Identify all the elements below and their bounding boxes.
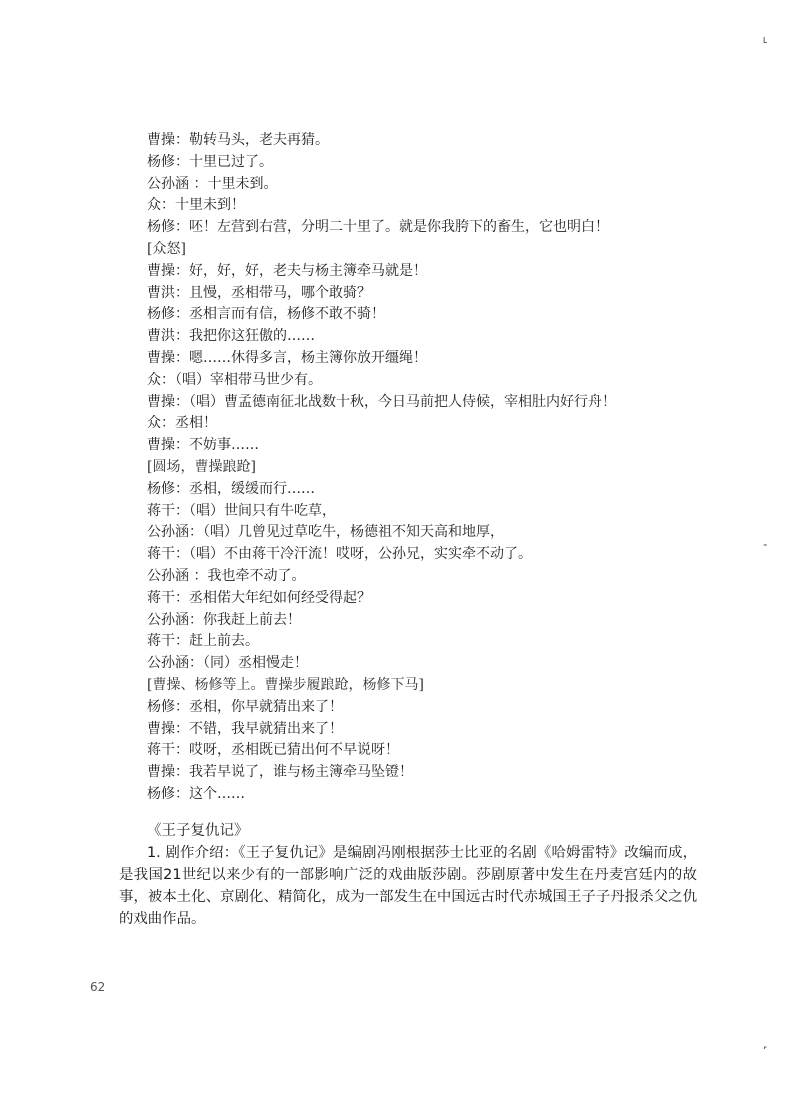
play-introduction: 1. 剧作介绍：《王子复仇记》是编剧冯刚根据莎士比亚的名剧《哈姆雷特》改编而成，是我国21世纪以来少有的一部影响广泛的戏曲版莎剧。莎剧原著中发生在丹麦宫廷内的故事，被本土化、京剧化、精简化，成为一部发生在中国远古时代赤城国王子子丹报杀父之仇的戏曲作品。	[119, 845, 697, 927]
dialogue-line: 众：丞相！	[147, 415, 217, 432]
dialogue-line: 蒋干：（唱）不由蒋干冷汗流！哎呀，公孙兄，实实牵不动了。	[147, 546, 532, 563]
dialogue-line: 蒋干：哎呀，丞相既已猜出何不早说呀！	[147, 742, 399, 759]
dialogue-line: 曹洪：且慢，丞相带马，哪个敢骑？	[147, 284, 371, 301]
stage-direction: [曹操、杨修等上。曹操步履踉跄，杨修下马]	[147, 676, 424, 693]
dialogue-line: 众：（唱）宰相带马世少有。	[147, 371, 322, 388]
section-title: 《王子复仇记》	[147, 823, 249, 839]
crop-mark-middle-right: ˗	[763, 537, 768, 553]
stage-direction: [众怒]	[147, 240, 186, 257]
dialogue-line: 杨修：丞相言而有信，杨修不敢不骑！	[147, 306, 385, 323]
dialogue-line: 曹洪：我把你这狂傲的……	[147, 328, 315, 345]
script-dialogue	[147, 130, 707, 806]
crop-mark-top-right: ˪	[763, 31, 768, 47]
dialogue-line: 蒋干：赶上前去。	[147, 633, 259, 650]
dialogue-line: 众：十里未到！	[147, 197, 245, 214]
dialogue-line: 杨修：丞相，缓缓而行……	[147, 480, 315, 497]
dialogue-line: 曹操：好，好，好，老夫与杨主簿牵马就是！	[147, 262, 427, 279]
dialogue-line: 曹操：不错，我早就猜出来了！	[147, 720, 343, 737]
dialogue-line: 曹操：嗯……休得多言，杨主簿你放开缰绳！	[147, 349, 427, 366]
dialogue-line: 杨修：这个……	[147, 785, 245, 802]
dialogue-line: 曹操：勒转马头，老夫再猜。	[147, 132, 329, 148]
dialogue-line: 曹操：（唱）曹孟德南征北战数十秋，今日马前把人侍候，宰相肚内好行舟！	[147, 393, 616, 410]
dialogue-line: 曹操：我若早说了，谁与杨主簿牵马坠镫！	[147, 764, 413, 781]
dialogue-line: 杨修：丞相，你早就猜出来了！	[147, 698, 343, 715]
dialogue-line: 公孙涵：（唱）几曾见过草吃牛，杨德祖不知天高和地厚，	[147, 524, 504, 541]
stage-direction: [圆场，曹操踉跄]	[147, 458, 256, 475]
dialogue-line: 蒋干：（唱）世间只有牛吃草，	[147, 502, 336, 519]
dialogue-line: 杨修：呸！左营到右营，分明二十里了。就是你我胯下的畜生，它也明白！	[147, 219, 609, 236]
dialogue-line: 曹操：不妨事……	[147, 437, 259, 454]
dialogue-line: 杨修：十里已过了。	[147, 153, 273, 170]
dialogue-line: 公孙涵 ：我也牵不动了。	[147, 567, 306, 584]
dialogue-line: 公孙涵 ：十里未到。	[147, 175, 278, 192]
dialogue-line: 公孙涵：（同）丞相慢走！	[147, 655, 308, 672]
page-number: 62	[90, 980, 106, 994]
dialogue-line: 公孙涵：你我赶上前去！	[147, 611, 301, 628]
crop-mark-bottom-right: ˹	[763, 1045, 768, 1061]
dialogue-line: 蒋干：丞相偌大年纪如何经受得起？	[147, 589, 371, 606]
